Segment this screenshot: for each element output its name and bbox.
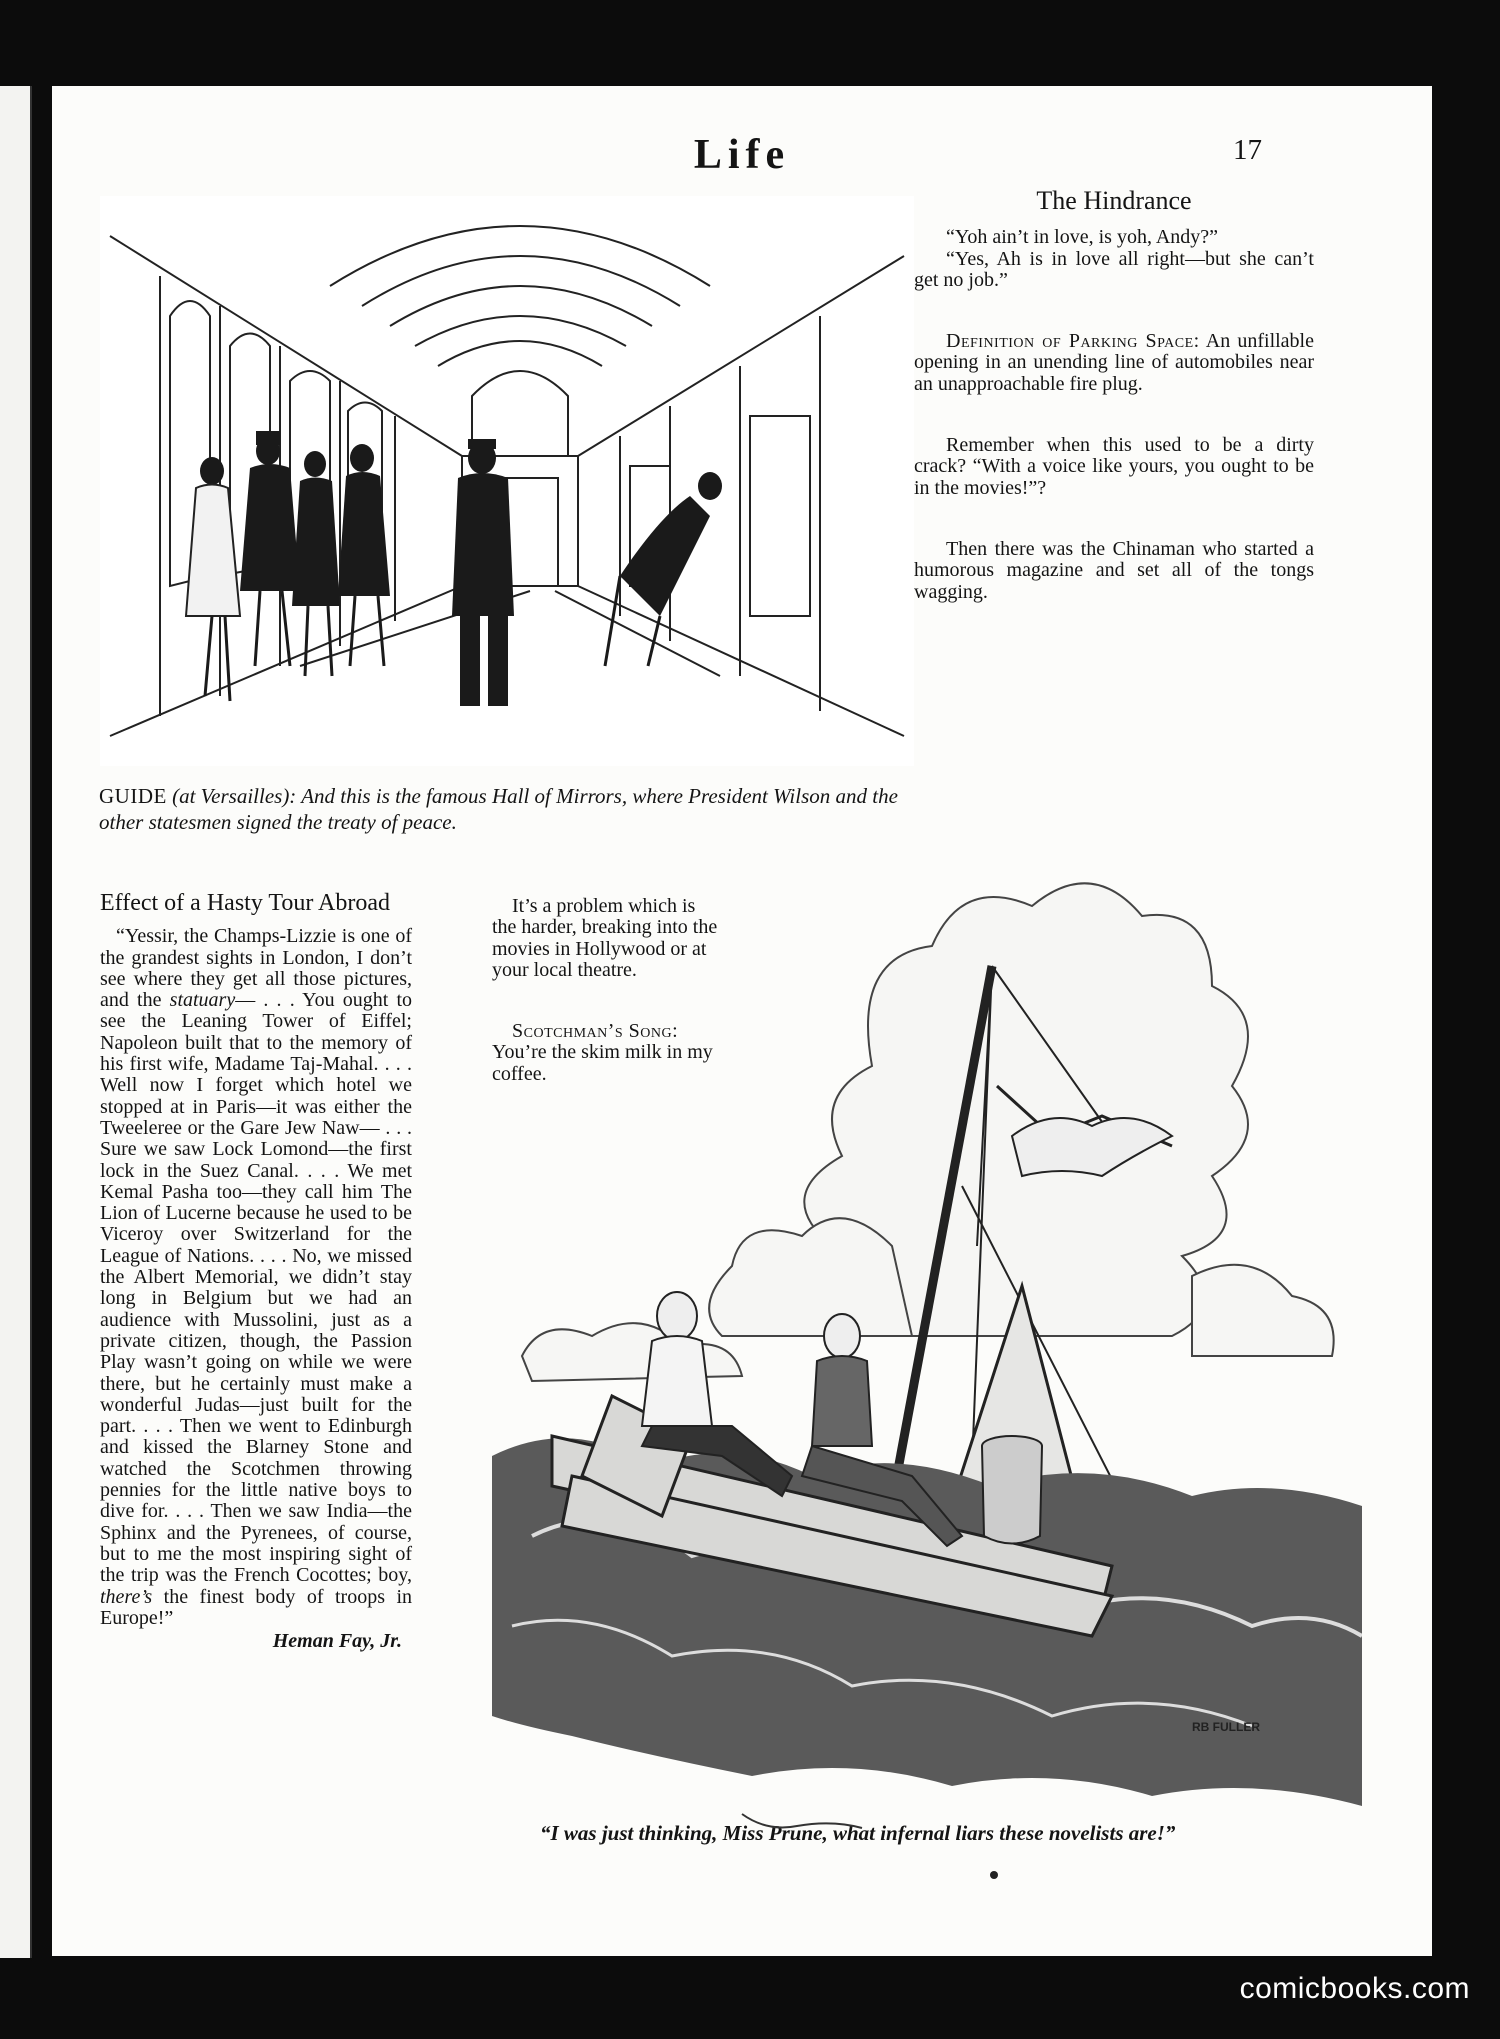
chinaman-joke: Then there was the Chinaman who started a humorous magazine and set all of the tongs wagging. — [914, 537, 1314, 603]
watermark: comicbooks.com — [1239, 1972, 1470, 2005]
hasty-tour-italic-1: statuary — [169, 989, 236, 1012]
caption-speaker: GUIDE — [99, 784, 167, 808]
magazine-page — [52, 86, 1432, 1956]
page-number: 17 — [1233, 134, 1262, 166]
hasty-tour-author: Heman Fay, Jr. — [272, 1630, 402, 1653]
hasty-tour-text-3: the finest body of troops in Europe!” — [100, 1585, 412, 1629]
hasty-tour-article — [100, 890, 413, 1653]
raft-castaways-illustration — [492, 836, 1362, 1806]
movies-problem-joke: It’s a problem which is the harder, breaking into the movies in Hollywood or at your local theatre. — [492, 895, 718, 981]
scotch-text: You’re the skim milk in my coffee. — [492, 1041, 713, 1085]
facing-page-edge — [0, 86, 32, 1958]
hall-of-mirrors-illustration — [100, 196, 914, 766]
cartoon-caption-raft: “I was just thinking, Miss Prune, what infernal liars these novelists are!” — [540, 1821, 1176, 1845]
right-column — [914, 186, 1314, 603]
hasty-tour-title: Effect of a Hasty Tour Abroad — [100, 890, 391, 916]
remember-joke: Remember when this used to be a dirty crack? “With a voice like yours, you ought to be in the movies!”? — [914, 434, 1314, 499]
hindrance-title: The Hindrance — [1036, 186, 1192, 215]
decorative-squiggle — [737, 1804, 867, 1834]
masthead: Life — [693, 132, 791, 178]
hasty-tour-text-1: “Yessir, the Champs-Lizzie is one of the grandest sights in London, I don’t see where they get all those pictures, and the — [100, 925, 412, 1012]
definition-text: An unfillable opening in an unending line of automobiles near an unapproachable fire plug. — [914, 330, 1314, 395]
decorative-dot — [990, 1871, 998, 1879]
hindrance-line1: “Yoh ain’t in love, is yoh, Andy?” — [946, 226, 1219, 249]
hasty-tour-body — [100, 926, 412, 1629]
hasty-tour-text-2: — . . . You ought to see the Leaning Tower of Eiffel; Napoleon built that to the memory of his first wife, Madame Taj-Mahal. . . . Well now I forget which hotel we stopped at in Paris—it was either the Tweeleree or the Gare Jew Naw— . . . Sure we saw Lock Lomond—the first lock in the Suez Canal. . . . We met Kemal Pasha too—they call him The Lion of Lucerne because he used to be Viceroy over Switzerland for the League of Nations. . . . No, we missed the Albert Memorial, we didn’t stay long in Belgium but we had an audience with Mussolini, just as a private citizen, though, the Passion Play wasn’t going on while we were there, but he certainly must make a wonderful Judas—just built for the part. . . . Then we went to Edinburgh and kissed the Blarney Stone and watched the Scotchmen throwing pennies for the little native boys to dive for. . . . Then we saw India—the Sphinx and the Pyrenees, of course, but to me the most inspiring sight of the trip was the French Cocottes; boy, — [100, 989, 413, 1587]
hall-of-mirrors-drawing — [100, 196, 914, 766]
cartoon-caption-versailles — [99, 783, 919, 835]
cartoon-signature: RB FULLER — [1192, 1720, 1260, 1734]
scotch-label: Scotchman’s Song: — [512, 1020, 679, 1043]
parking-definition — [914, 331, 1314, 395]
hindrance-line2: “Yes, Ah is in love all right—but she can’t get no job.” — [914, 247, 1314, 291]
raft-drawing — [492, 836, 1362, 1806]
caption-text: And this is the famous Hall of Mirrors, where President Wilson and the other statesmen signed the treaty of peace. — [99, 784, 898, 834]
caption-place: (at Versailles): — [172, 784, 297, 808]
hasty-tour-italic-2: there’s — [100, 1585, 153, 1608]
definition-label: Definition of Parking Space: — [946, 330, 1200, 353]
